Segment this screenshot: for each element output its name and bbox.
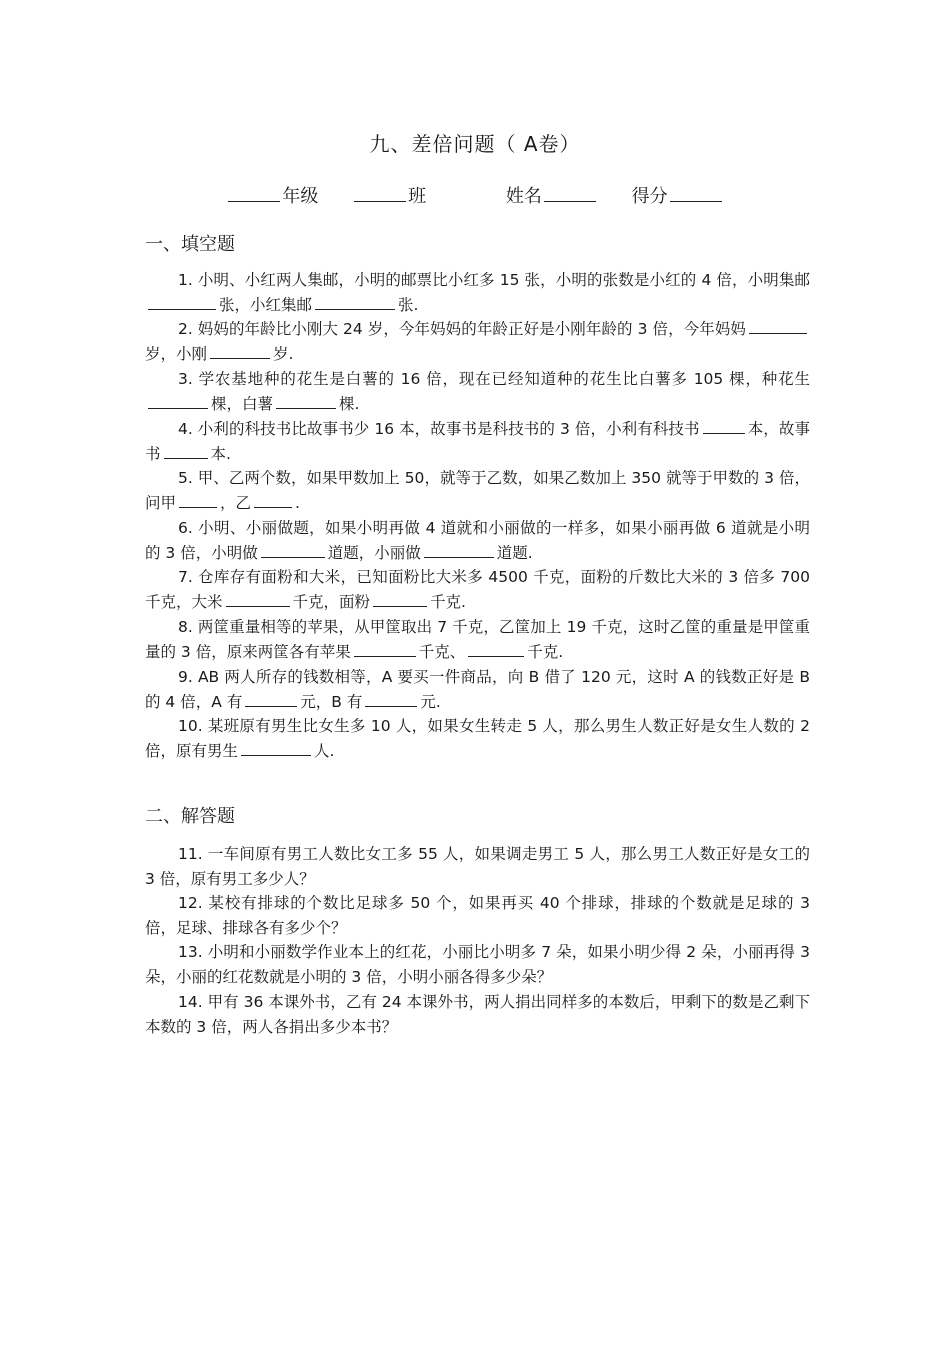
class-field [352, 182, 426, 208]
answer-blank[interactable] [210, 343, 270, 359]
answer-blank[interactable] [148, 393, 208, 409]
answer-blank[interactable] [749, 318, 807, 334]
score-blank[interactable] [670, 183, 722, 202]
answer-blank[interactable] [315, 294, 395, 310]
answer-blank[interactable] [148, 294, 216, 310]
class-label: 班 [408, 186, 427, 207]
grade-field [226, 182, 318, 208]
section-answer-heading: 二、解答题 [145, 806, 235, 827]
answer-blank[interactable] [164, 443, 208, 459]
name-label: 姓名 [505, 186, 542, 207]
answer-blank[interactable] [179, 492, 217, 508]
grade-blank[interactable] [228, 183, 280, 202]
answer-blank[interactable] [226, 591, 290, 607]
answer-blank[interactable] [276, 393, 336, 409]
page-title: 九、差倍问题（ A卷） [369, 132, 581, 156]
score-label: 得分 [631, 186, 668, 207]
answer-blank[interactable] [241, 740, 311, 756]
fill-question: 4. 小利的科技书比故事书少 16 本，故事书是科技书的 3 倍，小利有科技书 本，故事书 本. [145, 420, 810, 463]
class-blank[interactable] [354, 183, 406, 202]
name-field [506, 182, 598, 208]
fill-question: 10. 某班原有男生比女生多 10 人，如果女生转走 5 人，那么男生人数正好是女生人数的 2 倍，原有男生 人. [145, 717, 810, 760]
grade-label: 年级 [282, 186, 319, 207]
answer-blank[interactable] [365, 691, 417, 707]
section-fill-in-heading: 一、填空题 [145, 234, 235, 255]
fill-question: 6. 小明、小丽做题，如果小明再做 4 道就和小丽做的一样多，如果小丽再做 6 道就是小明的 3 倍，小明做 道题，小丽做 道题. [145, 519, 810, 562]
fill-question: 8. 两筐重量相等的苹果，从甲筐取出 7 千克，乙筐加上 19 千克，这时乙筐的重量是甲筐重量的 3 倍，原来两筐各有苹果 千克、 千克. [145, 618, 810, 661]
answer-question: 11. 一车间原有男工人数比女工多 55 人，如果调走男工 5 人，那么男工人数正好是女工的 3 倍，原有男工多少人？ [145, 845, 810, 888]
answer-blank[interactable] [424, 542, 494, 558]
answer-blank[interactable] [703, 418, 745, 434]
answer-question: 14. 甲有 36 本课外书，乙有 24 本课外书，两人捐出同样多的本数后，甲剩下的数是乙剩下本数的 3 倍，两人各捐出多少本书？ [145, 993, 810, 1036]
answer-blank[interactable] [245, 691, 297, 707]
answer-blank[interactable] [261, 542, 325, 558]
fill-question: 2. 妈妈的年龄比小刚大 24 岁，今年妈妈的年龄正好是小刚年龄的 3 倍，今年妈妈岁，小刚 岁. [145, 317, 810, 366]
fill-question: 5. 甲、乙两个数，如果甲数加上 50，就等于乙数，如果乙数加上 350 就等于甲数的 3 倍，问甲 ，乙 . [145, 469, 810, 512]
fill-question: 3. 学农基地种的花生是白薯的 16 倍，现在已经知道种的花生比白薯多 105 棵，种花生棵，白薯 棵. [145, 367, 810, 416]
fill-question: 1. 小明、小红两人集邮，小明的邮票比小红多 15 张，小明的张数是小红的 4 倍，小明集邮张，小红集邮 张. [145, 268, 810, 317]
answer-question: 12. 某校有排球的个数比足球多 50 个，如果再买 40 个排球，排球的个数就是足球的 3 倍，足球、排球各有多少个？ [145, 894, 810, 937]
student-info-row [0, 182, 950, 208]
answer-blank[interactable] [373, 591, 427, 607]
score-field [632, 182, 724, 208]
fill-question: 9. AB 两人所存的钱数相等，A 要买一件商品，向 B 借了 120 元，这时 A 的钱数正好是 B 的 4 倍，A 有 元，B 有 元. [145, 668, 810, 711]
fill-question: 7. 仓库存有面粉和大米，已知面粉比大米多 4500 千克，面粉的斤数比大米的 3 倍多 700 千克，大米 千克，面粉 千克. [145, 568, 810, 611]
answer-blank[interactable] [354, 641, 416, 657]
answer-question: 13. 小明和小丽数学作业本上的红花，小丽比小明多 7 朵，如果小明少得 2 朵，小丽再得 3 朵，小丽的红花数就是小明的 3 倍，小明小丽各得多少朵？ [145, 943, 810, 986]
name-blank[interactable] [544, 183, 596, 202]
answer-blank[interactable] [468, 641, 524, 657]
answer-blank[interactable] [254, 492, 292, 508]
